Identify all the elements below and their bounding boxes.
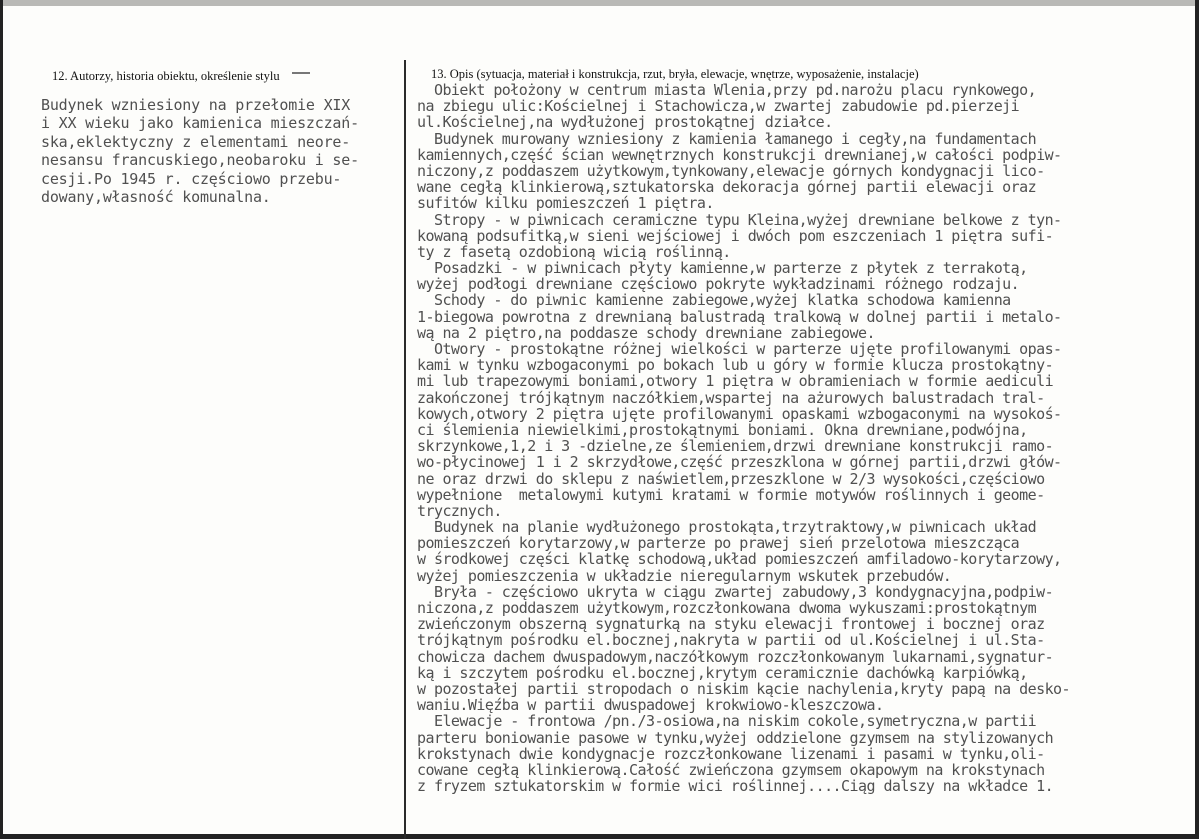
description-line: mi lub trapezowymi boniami,otwory 1 piętra w obramieniach w formie aediculi (417, 372, 1054, 391)
description-line: chowicza dachem dwuspadowym,naczółkowym rozczłonkowanym lukarnami,sygnatur- (417, 647, 1054, 666)
left-border (0, 0, 3, 839)
history-line: dowany,własność komunalna. (41, 187, 271, 206)
description-line: w pozostałej partii stropodach o niskim kącie nachylenia,kryty papą na desko- (417, 679, 1071, 698)
column-divider (404, 60, 406, 839)
bottom-border (0, 834, 1199, 839)
section-13-heading: 13. Opis (sytuacja, materiał i konstrukcja, rzut, bryła, elewacje, wnętrze, wyposażenie, instalacje) (431, 67, 919, 81)
history-line: i XX wieku jako kamienica mieszczań- (41, 114, 359, 133)
description-line: trycznych. (417, 501, 502, 520)
description-line: Posadzki - w piwnicach płyty kamienne,w parterze z płytek z terrakotą, (417, 259, 1028, 278)
description-line: sufitów kilku pomieszczeń 1 piętra. (417, 194, 714, 213)
history-line: nesansu francuskiego,neobaroku i se- (41, 151, 359, 170)
description-line: kami w tynku wzbogaconymi po bokach lub u góry w formie klucza prostokątny- (417, 356, 1054, 375)
description-line: wypełnione metalowymi kutymi kratami w formie motywów roślinnych i geome- (417, 485, 1045, 504)
description-line: kowych,otwory 2 piętra ujęte profilowanymi opaskami wzbogaconymi na wysokoś- (417, 404, 1062, 423)
description-line: Otwory - prostokątne różnej wielkości w parterze ujęte profilowanymi opas- (417, 340, 1062, 358)
description-line: ty z fasetą ozdobioną wicią roślinną. (417, 242, 731, 261)
description-line: wane cegłą klinkierową,sztukatorska dekoracja górnej partii elewacji oraz (417, 178, 1037, 197)
description-line: Budynek na planie wydłużonego prostokąta,trzytraktowy,w piwnicach układ (417, 518, 1037, 537)
description-line: 1-biegowa powrotna z drewnianą balustradą tralkową w dolnej partii i metalo- (417, 307, 1062, 326)
description-line: Stropy - w piwnicach ceramiczne typu Kleina,wyżej drewniane belkowe z tyn- (417, 210, 1062, 229)
description-line: zakończonej trójkątnym naczółkiem,wspartej na ażurowych balustradach tral- (417, 388, 1045, 407)
history-line: ska,eklektyczny z elementami neore- (41, 132, 351, 151)
description-line: wą na 2 piętro,na poddasze schody drewniane zabiegowe. (417, 323, 875, 342)
right-border (1195, 0, 1199, 839)
description-line: krokstynach dwie kondygnacje rozczłonkowane lizenami i pasami w tynku,oli- (417, 744, 1045, 763)
description-line: niczony,z poddaszem użytkowym,tynkowany,elewacje górnych kondygnacji lico- (417, 161, 1045, 180)
description-line: Obiekt położony w centrum miasta Wlenia,przy pd.narożu placu rynkowego, (417, 81, 1037, 99)
description-line: wyżej podłogi drewniane częściowo pokryte wykładzinami różnego rodzaju. (417, 275, 1020, 294)
description-line: z fryzem sztukatorskim w formie wici roślinnej....Ciąg dalszy na wkładce 1. (417, 777, 1054, 796)
description-line: skrzynkowe,1,2 i 3 -dzielne,ze ślemieniem,drzwi drewniane konstrukcji ramo- (417, 437, 1054, 456)
description-line: Budynek murowany wzniesiony z kamienia łamanego i cegły,na fundamentach (417, 129, 1037, 148)
description-line: ką i szczytem pośrodku el.bocznej,krytym ceramicznie dachówką karpiówką, (417, 663, 1028, 682)
description-line: trójkątnym pośrodku el.bocznej,nakryta w partii od ul.Kościelnej i ul.Sta- (417, 631, 1045, 650)
description-line: Elewacje - frontowa /pn./3-osiowa,na niskim cokole,symetryczna,w partii (417, 712, 1037, 731)
description-line: Bryła - częściowo ukryta w ciągu zwartej zabudowy,3 kondygnacyjna,podpiw- (417, 582, 1054, 601)
description-line: niczona,z poddaszem użytkowym,rozczłonkowana dwoma wykuszami:prostokątnym (417, 599, 1037, 617)
history-line: cesji.Po 1945 r. częściowo przebu- (41, 169, 342, 188)
dash-mark (292, 72, 310, 74)
history-line: Budynek wzniesiony na przełomie XIX (41, 96, 351, 114)
description-line: ul.Kościelnej,na wydłużonej prostokątnej działce. (417, 113, 833, 132)
description-text (417, 82, 1070, 794)
description-line: parteru boniowanie pasowe w tynku,wyżej oddzielone gzymsem na stylizowanych (417, 728, 1054, 747)
description-line: kamiennych,część ścian wewnętrznych konstrukcji drewnianej,w całości podpiw- (417, 145, 1062, 164)
history-text (41, 96, 359, 206)
description-line: ci ślemienia niewielkimi,prostokątnymi boniami. Okna drewniane,podwójna, (417, 420, 1028, 439)
description-line: kowaną podsufitką,w sieni wejściowej i dwóch pom eszczeniach 1 piętra sufi- (417, 226, 1054, 245)
description-line: wo-płycinowej 1 i 2 skrzydłowe,część przeszklona w górnej partii,drzwi głów- (417, 453, 1062, 472)
description-line: Schody - do piwnic kamienne zabiegowe,wyżej klatka schodowa kamienna (417, 291, 1011, 310)
description-line: waniu.Więźba w partii dwuspadowej krokwiowo-kleszczowa. (417, 696, 884, 715)
description-line: cowane cegłą klinkierową.Całość zwieńczona gzymsem okapowym na krokstynach (417, 760, 1045, 779)
section-12-heading: 12. Autorzy, historia obiektu, określenie stylu (52, 69, 280, 83)
top-border (0, 0, 1199, 6)
description-line: zwieńczonym obszerną sygnaturką na styku elewacji frontowej i bocznej oraz (417, 615, 1045, 634)
description-line: w środkowej części klatkę schodową,układ pomieszczeń amfiladowo-korytarzowy, (417, 550, 1062, 569)
description-line: pomieszczeń korytarzowy,w parterze po prawej sień przelotowa mieszcząca (417, 534, 1020, 553)
description-line: na zbiegu ulic:Kościelnej i Stachowicza,w zwartej zabudowie pd.pierzeji (417, 97, 1020, 116)
description-line: ne oraz drzwi do sklepu z naświetlem,przeszklone w 2/3 wysokości,częściowo (417, 469, 1045, 488)
description-line: wyżej pomieszczenia w układzie nieregularnym wskutek przebudów. (417, 566, 952, 585)
